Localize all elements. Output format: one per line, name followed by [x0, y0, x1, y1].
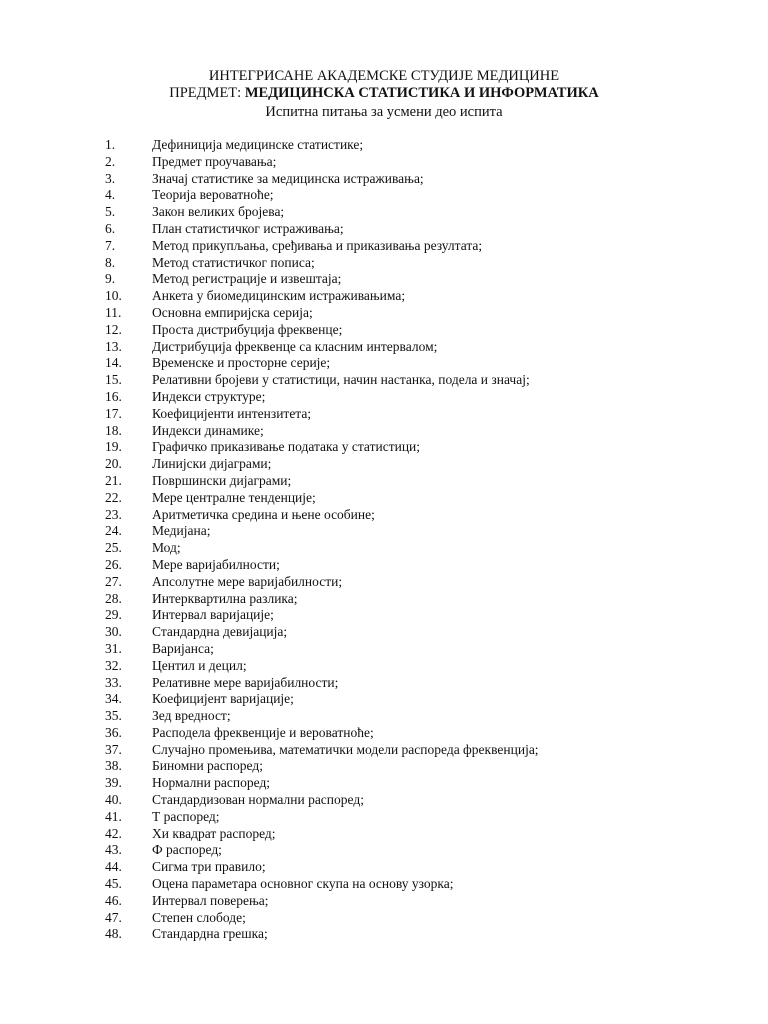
- question-text: Дефиниција медицинске статистике;: [152, 137, 364, 152]
- question-text: Апсолутне мере варијабилности;: [152, 573, 343, 589]
- question-text: Метод регистрације и извештаја;: [152, 271, 342, 287]
- question-number: 2.: [105, 153, 116, 169]
- question-number: 38.: [105, 758, 122, 774]
- question-text: Коефицијенти интензитета;: [152, 405, 312, 421]
- list-item: [0, 490, 768, 507]
- question-number: 40.: [105, 792, 122, 808]
- question-text: Графичко приказивање података у статистици;: [152, 439, 421, 455]
- list-item: [0, 322, 768, 339]
- list-item: [0, 540, 768, 557]
- question-number: 43.: [105, 842, 122, 858]
- question-text: Индекси динамике;: [152, 422, 264, 438]
- list-item: [0, 507, 768, 524]
- question-number: 36.: [105, 724, 122, 740]
- list-item: [0, 406, 768, 423]
- list-item: [0, 893, 768, 910]
- question-text: Т распоред;: [152, 808, 220, 824]
- question-text: Предмет проучавања;: [152, 153, 277, 169]
- list-item: [0, 859, 768, 876]
- question-text: Аритметичка средина и њене особине;: [152, 506, 375, 522]
- question-number: 45.: [105, 876, 122, 892]
- question-number: 17.: [105, 405, 122, 421]
- question-number: 35.: [105, 708, 122, 724]
- question-text: Линијски дијаграми;: [152, 456, 272, 472]
- question-number: 37.: [105, 741, 122, 757]
- list-item: [0, 910, 768, 927]
- question-number: 42.: [105, 825, 122, 841]
- question-number: 30.: [105, 624, 122, 640]
- question-number: 14.: [105, 355, 122, 371]
- list-item: [0, 473, 768, 490]
- question-list: [0, 137, 768, 943]
- question-number: 19.: [105, 439, 122, 455]
- list-item: [0, 691, 768, 708]
- question-text: Индекси структуре;: [152, 388, 266, 404]
- question-text: Варијанса;: [152, 640, 214, 656]
- list-item: [0, 658, 768, 675]
- question-text: Сигма три правило;: [152, 859, 266, 875]
- question-number: 46.: [105, 892, 122, 908]
- question-text: Значај статистике за медицинска истраживања;: [152, 170, 424, 186]
- question-text: Дистрибуција фреквенце са класним интервалом;: [152, 338, 438, 354]
- question-number: 22.: [105, 489, 122, 505]
- question-text: Случајно промењива, математички модели распореда фреквенција;: [152, 741, 539, 757]
- question-text: Површински дијаграми;: [152, 472, 292, 488]
- question-number: 44.: [105, 859, 122, 875]
- list-item: [0, 607, 768, 624]
- list-item: [0, 624, 768, 641]
- question-number: 18.: [105, 422, 122, 438]
- question-text: Стандардна девијација;: [152, 624, 288, 640]
- list-item: [0, 591, 768, 608]
- list-item: [0, 171, 768, 188]
- question-text: Основна емпиријска серија;: [152, 304, 313, 320]
- question-text: Хи квадрат распоред;: [152, 825, 276, 841]
- question-text: Метод статистичког пописа;: [152, 254, 315, 270]
- question-text: Проста дистрибуција фреквенце;: [152, 321, 343, 337]
- list-item: [0, 423, 768, 440]
- question-text: Коефицијент варијације;: [152, 691, 294, 707]
- question-number: 24.: [105, 523, 122, 539]
- list-item: [0, 809, 768, 826]
- list-item: [0, 742, 768, 759]
- list-item: [0, 355, 768, 372]
- list-item: [0, 456, 768, 473]
- question-text: Релативне мере варијабилности;: [152, 674, 339, 690]
- question-number: 23.: [105, 506, 122, 522]
- question-text: Временске и просторне серије;: [152, 355, 331, 371]
- list-item: [0, 137, 768, 154]
- list-item: [0, 641, 768, 658]
- question-number: 25.: [105, 540, 122, 556]
- question-number: 29.: [105, 607, 122, 623]
- question-number: 48.: [105, 926, 122, 942]
- list-item: [0, 305, 768, 322]
- question-text: Интервал поверења;: [152, 892, 269, 908]
- question-number: 41.: [105, 808, 122, 824]
- list-item: [0, 775, 768, 792]
- list-item: [0, 557, 768, 574]
- question-number: 32.: [105, 657, 122, 673]
- list-item: [0, 876, 768, 893]
- question-text: Зед вредност;: [152, 708, 231, 724]
- list-item: [0, 154, 768, 171]
- list-item: [0, 826, 768, 843]
- question-text: Мере варијабилности;: [152, 556, 280, 572]
- question-text: Расподела фреквенције и вероватноће;: [152, 724, 374, 740]
- list-item: [0, 288, 768, 305]
- question-text: Интерквартилна разлика;: [152, 590, 298, 606]
- question-number: 7.: [105, 237, 116, 253]
- question-number: 8.: [105, 254, 116, 270]
- question-number: 20.: [105, 456, 122, 472]
- question-number: 21.: [105, 472, 122, 488]
- question-text: Оцена параметара основног скупа на основу узорка;: [152, 876, 454, 892]
- question-number: 27.: [105, 573, 122, 589]
- list-item: [0, 389, 768, 406]
- question-text: Нормални распоред;: [152, 775, 271, 791]
- question-text: Стандардна грешка;: [152, 926, 268, 942]
- subject-line: [0, 85, 768, 102]
- list-item: [0, 439, 768, 456]
- question-text: Теорија вероватноће;: [152, 187, 274, 203]
- question-number: 9.: [105, 271, 116, 287]
- question-number: 1.: [105, 137, 116, 152]
- list-item: [0, 725, 768, 742]
- question-text: Медијана;: [152, 523, 211, 539]
- list-item: [0, 238, 768, 255]
- list-item: [0, 523, 768, 540]
- question-number: 26.: [105, 556, 122, 572]
- list-item: [0, 339, 768, 356]
- question-number: 33.: [105, 674, 122, 690]
- question-text: Центил и децил;: [152, 657, 247, 673]
- subject-name: МЕДИЦИНСКА СТАТИСТИКА И ИНФОРМАТИКА: [244, 85, 599, 101]
- list-item: [0, 842, 768, 859]
- list-item: [0, 708, 768, 725]
- document-subtitle: Испитна питања за усмени део испита: [265, 104, 503, 120]
- list-item: [0, 255, 768, 272]
- question-number: 47.: [105, 909, 122, 925]
- question-number: 12.: [105, 321, 122, 337]
- program-title: ИНТЕГРИСАНЕ АКАДЕМСКЕ СТУДИЈЕ МЕДИЦИНЕ: [208, 68, 560, 84]
- question-number: 13.: [105, 338, 122, 354]
- question-text: Стандардизован нормални распоред;: [152, 792, 364, 808]
- list-item: [0, 204, 768, 221]
- list-item: [0, 187, 768, 204]
- question-number: 31.: [105, 640, 122, 656]
- question-number: 28.: [105, 590, 122, 606]
- subject-prefix: ПРЕДМЕТ:: [169, 85, 245, 101]
- question-number: 4.: [105, 187, 116, 203]
- question-text: Мод;: [152, 540, 181, 556]
- question-text: Биномни распоред;: [152, 758, 263, 774]
- document-header: [0, 68, 768, 121]
- list-item: [0, 372, 768, 389]
- question-number: 39.: [105, 775, 122, 791]
- question-number: 10.: [105, 288, 122, 304]
- question-number: 3.: [105, 170, 116, 186]
- list-item: [0, 221, 768, 238]
- list-item: [0, 574, 768, 591]
- list-item: [0, 271, 768, 288]
- question-text: Мере централне тенденције;: [152, 489, 316, 505]
- list-item: [0, 758, 768, 775]
- question-number: 34.: [105, 691, 122, 707]
- list-item: [0, 675, 768, 692]
- question-text: Анкета у биомедицинским истраживањима;: [152, 288, 406, 304]
- question-number: 5.: [105, 204, 116, 220]
- question-text: Степен слободе;: [152, 909, 246, 925]
- question-text: Метод прикупљања, сређивања и приказивања резултата;: [152, 237, 483, 253]
- question-number: 11.: [105, 304, 122, 320]
- question-number: 6.: [105, 220, 116, 236]
- question-number: 16.: [105, 388, 122, 404]
- question-text: Интервал варијације;: [152, 607, 274, 623]
- question-text: План статистичког истраживања;: [152, 220, 344, 236]
- question-text: Закон великих бројева;: [152, 204, 285, 220]
- question-number: 15.: [105, 372, 122, 388]
- list-item: [0, 926, 768, 943]
- list-item: [0, 792, 768, 809]
- question-text: Релативни бројеви у статистици, начин настанка, подела и значај;: [152, 372, 530, 388]
- question-text: Ф распоред;: [152, 842, 222, 858]
